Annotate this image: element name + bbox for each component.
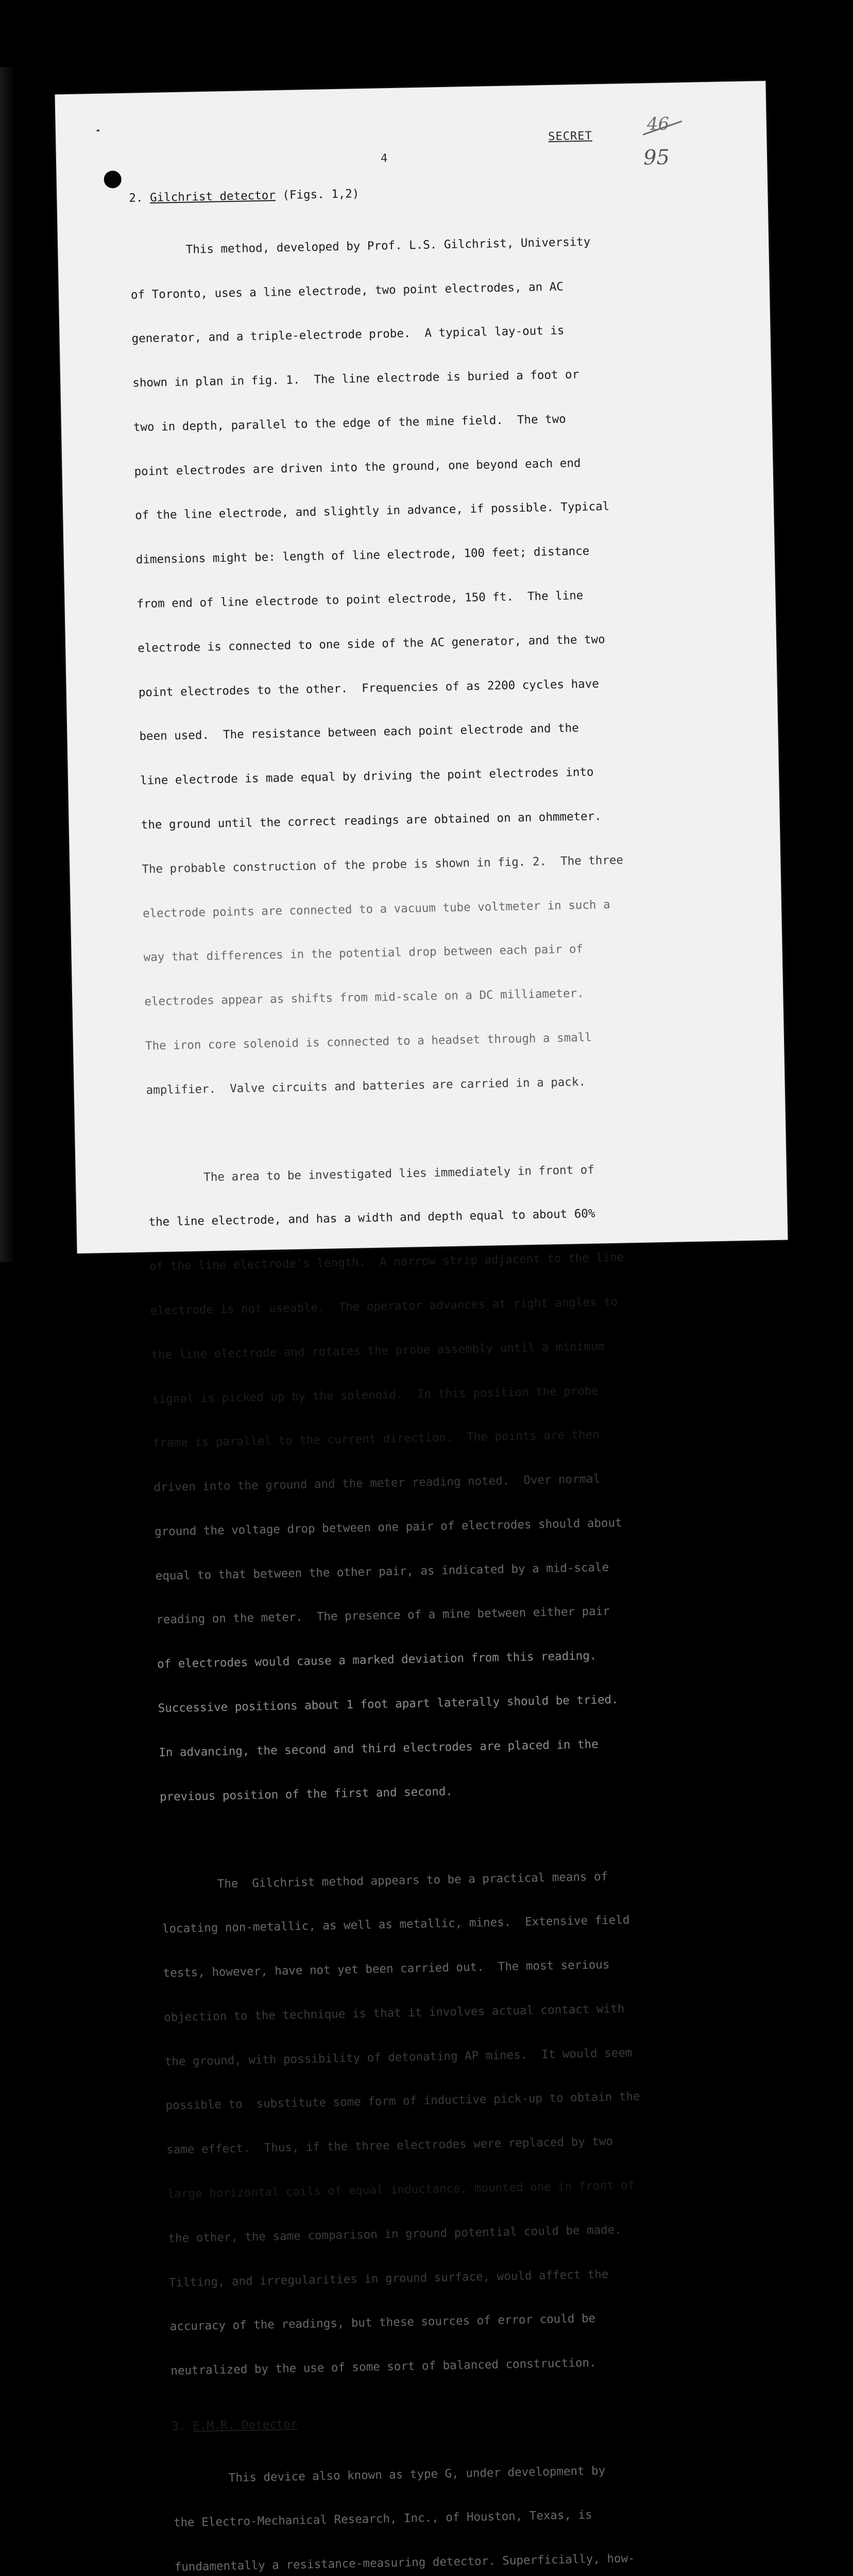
text-line: In advancing, the second and third electrodes are placed in the [159,1737,599,1759]
scan-edge-shadow [0,67,15,1262]
section-gilchrist [129,179,786,2576]
text-line: the other, the same comparison in ground potential could be made. [168,2223,622,2245]
text-line: ground the voltage drop between one pair of electrodes should about [154,1516,622,1539]
text-line: objection to the technique is that it involves actual contact with [163,2002,625,2024]
text-line: The area to be investigated lies immediately in front of [147,1163,594,1185]
text-line: the ground, with possibility of detonating AP mines. It would seem [164,2046,633,2069]
text-line: equal to that between the other pair, as indicated by a mid-scale [155,1560,609,1583]
section-number: 2. [129,191,143,205]
text-line: large horizontal coils of equal inductance, mounted one in front of [167,2178,635,2201]
paragraph [172,2431,786,2576]
text-line: been used. The resistance between each point electrode and the [139,721,579,743]
text-line: same effect. Thus, if the three electrodes were replaced by two [166,2134,613,2157]
text-line: of the line electrode's length. A narrow strip adjacent to the line [149,1250,624,1274]
text-line: The iron core solenoid is connected to a headset through a small [145,1030,592,1053]
page-number: 4 [380,152,388,165]
text-line: the ground until the correct readings are obtained on an ohmmeter. [141,809,602,832]
section-title-suffix: (Figs. 1,2) [282,187,360,202]
text-line: electrode is not useable. The operator advances at right angles to [150,1295,618,1318]
text-line: Successive positions about 1 foot apart laterally should be tried. [158,1692,619,1716]
text-line: possible to substitute some form of inductive pick-up to obtain the [165,2090,640,2113]
text-line: of Toronto, uses a line electrode, two point electrodes, an AC [130,280,564,302]
text-line: driven into the ground and the meter reading noted. Over normal [153,1472,601,1495]
text-line: from end of line electrode to point electrode, 150 ft. The line [137,588,584,611]
section-title: Gilchrist detector [149,189,276,205]
paragraph [161,1837,774,2408]
text-line: the Electro-Mechanical Research, Inc., of Houston, Texas, is [173,2508,592,2530]
text-line: The probable construction of the probe is shown in fig. 2. The three [142,853,624,876]
punch-hole [104,171,122,189]
text-line: This device also known as type G, under development by [173,2464,606,2486]
text-line: point electrodes are driven into the ground, one beyond each end [134,456,581,479]
text-line: amplifier. Valve circuits and batteries are carried in a pack. [146,1075,586,1097]
text-line: The Gilchrist method appears to be a practical means of [161,1869,608,1892]
section-title: E.M.R. Detector [192,2417,298,2433]
text-line: generator, and a triple-electrode probe. A typical lay-out is [131,324,565,346]
text-line: the line electrode and rotates the probe assembly until a minimum [151,1340,605,1362]
text-line: accuracy of the readings, but these sources of error could be [169,2312,596,2334]
text-line: reading on the meter. The presence of a mine between either pair [156,1604,610,1627]
handwritten-folio-number: 95 [643,145,670,170]
section-number: 3. [172,2419,186,2433]
paragraph [147,1130,763,1834]
text-line: the line electrode, and has a width and depth equal to about 60% [148,1207,595,1229]
text-line: This method, developed by Prof. L.S. Gilchrist, University [130,235,591,258]
text-line: shown in plan in fig. 1. The line electrode is buried a foot or [132,368,579,390]
paragraph [129,202,749,1127]
text-line: locating non-metallic, as well as metallic, mines. Extensive field [162,1913,630,1936]
text-line: dimensions might be: length of line electrode, 100 feet; distance [135,544,590,567]
text-line: signal is picked up by the solenoid. In this position the probe [151,1384,599,1406]
text-line: of the line electrode, and slightly in advance, if possible. Typical [135,500,610,523]
classification-marking: SECRET [548,129,592,144]
text-line: tests, however, have not yet been carried out. The most serious [163,1958,610,1980]
text-line: frame is parallel to the current direction. The points are then [152,1428,600,1450]
text-line: electrodes appear as shifts from mid-scale on a DC milliameter. [144,987,584,1009]
handwritten-struck-number: 46 [646,113,670,135]
text-line: previous position of the first and second. [159,1784,453,1804]
stray-mark [97,130,99,131]
text-line: fundamentally a resistance-measuring detector. Superficially, how- [174,2551,635,2574]
document-page [55,81,788,2574]
text-line: way that differences in the potential drop between each pair of [143,942,584,964]
text-line: electrode is connected to one side of the AC generator, and the two [137,632,605,655]
text-line: Tilting, and irregularities in ground surface, would affect the [168,2267,609,2290]
text-line: electrode points are connected to a vacuum tube voltmeter in such a [142,897,610,920]
text-line: of electrodes would cause a marked deviation from this reading. [157,1649,597,1671]
text-line: neutralized by the use of some sort of balanced construction. [170,2356,596,2378]
text-line: point electrodes to the other. Frequencies of as 2200 cycles have [138,676,599,700]
text-line: line electrode is made equal by driving the point electrodes into [140,765,594,788]
text-line: two in depth, parallel to the edge of the mine field. The two [133,412,566,434]
